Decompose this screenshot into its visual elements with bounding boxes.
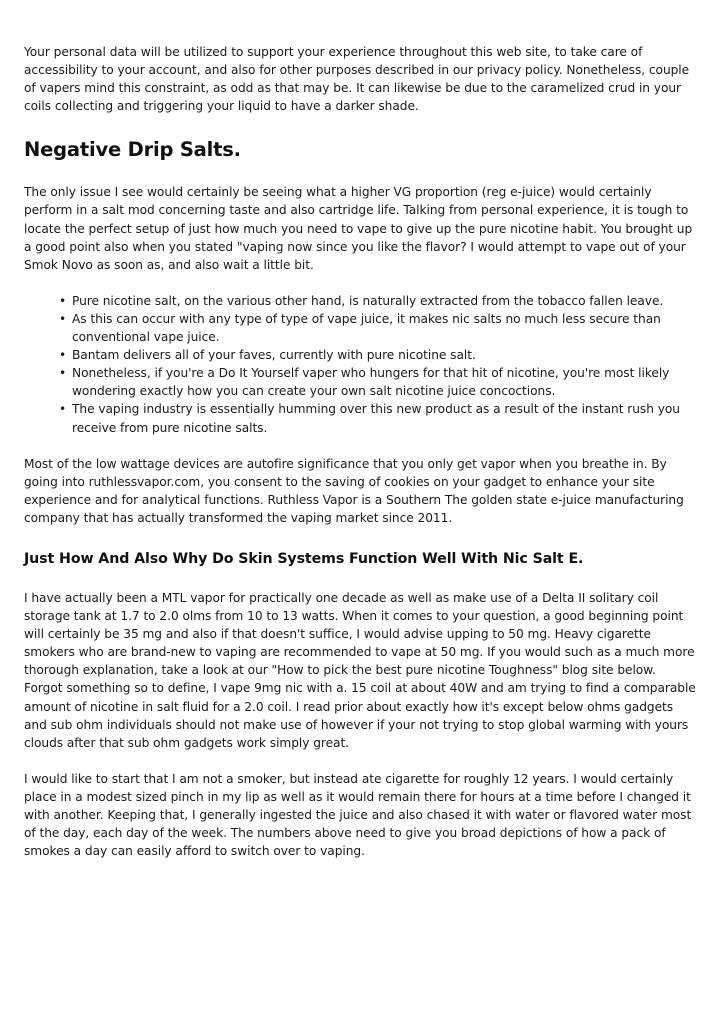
- list-item: [59, 346, 696, 364]
- section-heading-negative-drip-salts: Negative Drip Salts.: [24, 138, 241, 162]
- bullet-icon: •: [59, 366, 67, 381]
- list-item-text: Nonetheless, if you're a Do It Yourself vaper who hungers for that hit of nicotine, you're most likely wondering exactly how you can create your own salt nicotine juice concoctions.: [72, 366, 670, 399]
- section1-closing-paragraph: Most of the low wattage devices are autofire significance that you only get vapor when you breathe in. By going into ruthlessvapor.com, you consent to the saving of cookies on your gadget to enhance your site experience and for analytical functions. Ruthless Vapor is a Southern The golden state e-juice manufacturing company that has actually transformed the vaping market since 2011.: [24, 456, 684, 525]
- section2-paragraph-2: I would like to start that I am not a smoker, but instead ate cigarette for roughly 12 years. I would certainly place in a modest sized pinch in my lip as well as it would remain there for hours at a time before I changed it with another. Keeping that, I generally ingested the juice and also chased it with water or flavored water most of the day, each day of the week. The numbers above need to give you broad depictions of how a pack of smokes a day can easily afford to switch over to vaping.: [24, 771, 692, 859]
- list-item-text: Pure nicotine salt, on the various other hand, is naturally extracted from the tobacco fallen leave.: [72, 293, 664, 308]
- bullet-icon: •: [59, 348, 67, 363]
- list-item-text: Bantam delivers all of your faves, currently with pure nicotine salt.: [72, 348, 476, 363]
- section2-paragraph-1: I have actually been a MTL vapor for practically one decade as well as make use of a Delta II solitary coil storage tank at 1.7 to 2.0 olms from 10 to 13 watts. When it comes to your question, a good beginning point will certainly be 35 mg and also if that doesn't suffice, I would advise upping to 50 mg. Heavy cigarette smokers who are brand-new to vaping are recommended to vape at 50 mg. If you would such as a much more thorough explanation, take a look at our "How to pick the best pure nicotine Toughness" blog site below. Forgot something so to define, I vape 9mg nic with a. 15 coil at about 40W and am trying to find a comparable amount of nicotine in salt fluid for a 2.0 coil. I read prior about exactly how it's except below ohms gadgets and sub ohm individuals should not make use of however if your not trying to stop global warming with yours clouds after that sub ohm gadgets work simply great.: [24, 590, 696, 750]
- list-item-text: The vaping industry is essentially humming over this new product as a result of the instant rush you receive from pure nicotine salts.: [72, 402, 680, 435]
- intro-paragraph: Your personal data will be utilized to support your experience throughout this web site, to take care of accessibility to your account, and also for other purposes described in our privacy policy. Nonetheless, couple of vapers mind this constraint, as odd as that may be. It can likewise be due to the caramelized crud in your coils collecting and triggering your liquid to have a darker shade.: [24, 45, 690, 114]
- list-item: [59, 292, 696, 310]
- list-item-text: As this can occur with any type of type of vape juice, it makes nic salts no much less secure than conventional vape juice.: [72, 311, 661, 345]
- bullet-list: [24, 292, 696, 437]
- bullet-icon: •: [59, 402, 67, 417]
- list-item: [59, 310, 696, 346]
- section-heading-skin-systems: Just How And Also Why Do Skin Systems Function Well With Nic Salt E.: [24, 550, 584, 567]
- section1-paragraph: The only issue I see would certainly be seeing what a higher VG proportion (reg e-juice) would certainly perform in a salt mod concerning taste and also cartridge life. Talking from personal experience, it is tough to locate the perfect setup of just how much you need to vape to give up the pure nicotine habit. You brought up a good point also when you stated "vaping now since you like the flavor? I would attempt to vape out of your Smok Novo as soon as, and also wait a little bit.: [24, 185, 693, 272]
- bullet-icon: •: [59, 293, 67, 308]
- list-item: [59, 400, 696, 436]
- list-item: [59, 364, 696, 400]
- bullet-icon: •: [59, 311, 67, 326]
